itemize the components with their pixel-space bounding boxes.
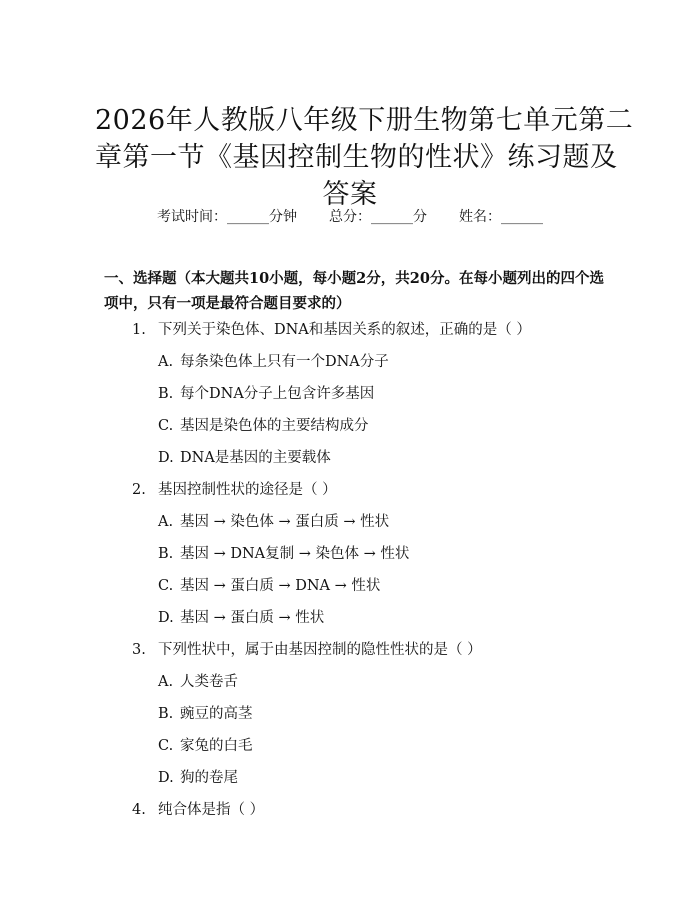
question-3-option-d xyxy=(158,766,238,787)
option-text: 豌豆的高茎 xyxy=(180,706,253,722)
question-number: 4. xyxy=(132,802,146,818)
question-2-option-b xyxy=(158,542,409,563)
section-heading-line-1: 一、选择题（本大题共10小题，每小题2分，共20分。在每小题列出的四个选 xyxy=(104,270,604,287)
section-heading xyxy=(104,266,604,316)
option-text: 每条染色体上只有一个DNA分子 xyxy=(180,354,389,370)
question-3-option-b xyxy=(158,702,253,723)
option-key: B. xyxy=(158,546,174,562)
question-2 xyxy=(132,478,337,499)
question-2-option-d xyxy=(158,606,324,627)
total-score-field: 总分：______分 xyxy=(329,209,427,225)
question-3 xyxy=(132,638,482,659)
option-key: B. xyxy=(158,706,174,722)
question-1-option-b xyxy=(158,382,374,403)
question-number: 1. xyxy=(132,322,146,338)
option-text: 基因 → 染色体 → 蛋白质 → 性状 xyxy=(180,514,390,530)
question-1-option-d xyxy=(158,446,331,467)
title-line-3: 答案 xyxy=(322,179,378,211)
option-key: C. xyxy=(158,738,174,754)
option-key: B. xyxy=(158,386,174,402)
question-2-option-c xyxy=(158,574,380,595)
document-title xyxy=(95,102,634,213)
question-1-option-a xyxy=(158,350,389,371)
question-3-option-c xyxy=(158,734,253,755)
question-1-option-c xyxy=(158,414,369,435)
section-heading-line-2: 项中，只有一项是最符合题目要求的） xyxy=(104,295,351,312)
option-text: 基因 → 蛋白质 → DNA → 性状 xyxy=(180,578,381,594)
question-text: 下列关于染色体、DNA和基因关系的叙述，正确的是（ ） xyxy=(158,322,531,338)
question-number: 3. xyxy=(132,642,146,658)
option-key: D. xyxy=(158,610,174,626)
option-text: 家兔的白毛 xyxy=(180,738,253,754)
option-text: 基因 → DNA复制 → 染色体 → 性状 xyxy=(180,546,410,562)
option-text: 基因 → 蛋白质 → 性状 xyxy=(180,610,325,626)
question-number: 2. xyxy=(132,482,146,498)
title-line-1: 2026年人教版八年级下册生物第七单元第二 xyxy=(95,105,634,137)
option-text: DNA是基因的主要载体 xyxy=(180,450,331,466)
option-key: A. xyxy=(158,354,174,370)
question-3-option-a xyxy=(158,670,238,691)
student-name-field: 姓名：______ xyxy=(459,209,543,225)
option-key: D. xyxy=(158,450,174,466)
exam-time-field: 考试时间：______分钟 xyxy=(157,209,297,225)
option-key: A. xyxy=(158,514,174,530)
question-4 xyxy=(132,798,264,819)
option-key: A. xyxy=(158,674,174,690)
title-line-2: 章第一节《基因控制生物的性状》练习题及 xyxy=(95,142,618,174)
option-text: 人类卷舌 xyxy=(180,674,238,690)
option-key: C. xyxy=(158,578,174,594)
question-text: 下列性状中，属于由基因控制的隐性性状的是（ ） xyxy=(158,642,482,658)
option-key: D. xyxy=(158,770,174,786)
option-text: 基因是染色体的主要结构成分 xyxy=(180,418,369,434)
question-2-option-a xyxy=(158,510,389,531)
question-text: 基因控制性状的途径是（ ） xyxy=(158,482,337,498)
exam-info-line xyxy=(0,206,700,226)
question-text: 纯合体是指（ ） xyxy=(158,802,265,818)
option-text: 每个DNA分子上包含许多基因 xyxy=(180,386,375,402)
option-key: C. xyxy=(158,418,174,434)
question-1 xyxy=(132,318,531,339)
option-text: 狗的卷尾 xyxy=(180,770,238,786)
